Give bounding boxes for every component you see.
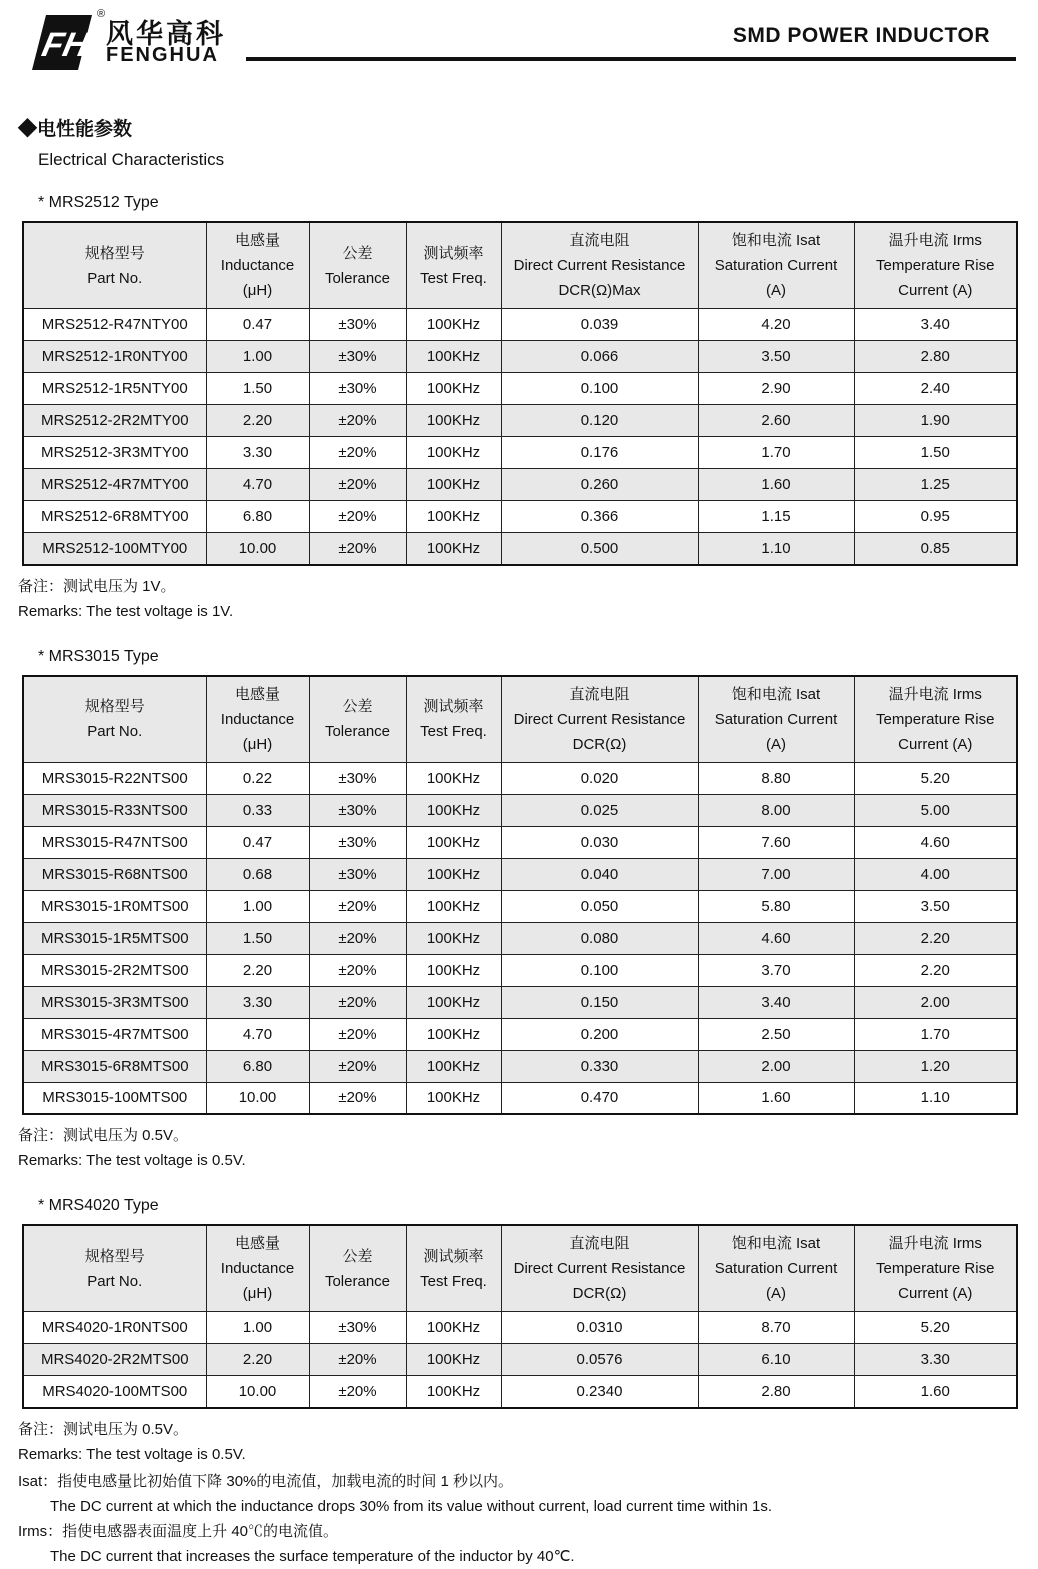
- table-cell: 0.330: [501, 1050, 698, 1082]
- table-cell: ±20%: [309, 1050, 406, 1082]
- mrs4020-spec-table: [22, 1224, 1018, 1409]
- section-heading-en: Electrical Characteristics: [38, 150, 225, 169]
- table-cell: 1.20: [854, 1050, 1017, 1082]
- table-cell: 8.80: [698, 762, 854, 794]
- table-cell: MRS2512-1R5NTY00: [23, 373, 206, 405]
- table-cell: 1.00: [206, 1312, 309, 1344]
- table-cell: 1.70: [854, 1018, 1017, 1050]
- table-section-mrs4020: [0, 1197, 1038, 1467]
- table-cell: 2.80: [854, 341, 1017, 373]
- table-cell: 1.60: [698, 1082, 854, 1114]
- table-cell: 0.0576: [501, 1344, 698, 1376]
- table-row: [23, 341, 1017, 373]
- table-row: [23, 437, 1017, 469]
- table-cell: MRS3015-R68NTS00: [23, 858, 206, 890]
- table-cell: 100KHz: [406, 373, 501, 405]
- table-cell: MRS4020-2R2MTS00: [23, 1344, 206, 1376]
- table-cell: ±30%: [309, 858, 406, 890]
- table-cell: 2.20: [206, 405, 309, 437]
- header-cell: 测试频率 Test Freq.: [406, 1225, 501, 1312]
- section-heading: [18, 114, 1038, 170]
- table-cell: 4.00: [854, 858, 1017, 890]
- footnote-line: Isat：指使电感量比初始值下降 30%的电流值，加载电流的时间 1 秒以内。: [18, 1472, 514, 1490]
- table-section-mrs3015: [0, 648, 1038, 1174]
- table-cell: 100KHz: [406, 1050, 501, 1082]
- table-row: [23, 986, 1017, 1018]
- table-remarks: [18, 1417, 1038, 1467]
- table-cell: 0.050: [501, 890, 698, 922]
- footnote-line: Irms：指使电感器表面温度上升 40℃的电流值。: [18, 1522, 339, 1540]
- table-remarks: [18, 574, 1038, 624]
- table-cell: MRS3015-100MTS00: [23, 1082, 206, 1114]
- table-row: [23, 309, 1017, 341]
- mrs2512-spec-table: [22, 221, 1018, 566]
- type-label: * MRS3015 Type: [38, 647, 159, 665]
- table-cell: ±30%: [309, 1312, 406, 1344]
- table-cell: 0.500: [501, 533, 698, 565]
- table-cell: 0.030: [501, 826, 698, 858]
- table-row: [23, 922, 1017, 954]
- table-cell: 0.22: [206, 762, 309, 794]
- table-cell: 0.040: [501, 858, 698, 890]
- table-cell: 0.85: [854, 533, 1017, 565]
- table-cell: 4.70: [206, 1018, 309, 1050]
- table-cell: ±30%: [309, 762, 406, 794]
- table-cell: 100KHz: [406, 762, 501, 794]
- table-cell: 1.15: [698, 501, 854, 533]
- table-cell: 0.0310: [501, 1312, 698, 1344]
- table-cell: MRS3015-3R3MTS00: [23, 986, 206, 1018]
- table-cell: 0.066: [501, 341, 698, 373]
- table-cell: 100KHz: [406, 501, 501, 533]
- table-row: [23, 1050, 1017, 1082]
- table-cell: 1.10: [698, 533, 854, 565]
- table-cell: 3.40: [698, 986, 854, 1018]
- table-cell: 0.68: [206, 858, 309, 890]
- header-cell: 规格型号 Part No.: [23, 222, 206, 309]
- table-cell: 0.200: [501, 1018, 698, 1050]
- header-cell: 测试频率 Test Freq.: [406, 676, 501, 763]
- table-cell: MRS3015-1R0MTS00: [23, 890, 206, 922]
- table-cell: 4.70: [206, 469, 309, 501]
- table-cell: 0.039: [501, 309, 698, 341]
- table-cell: 0.020: [501, 762, 698, 794]
- table-cell: MRS3015-R33NTS00: [23, 794, 206, 826]
- table-cell: ±30%: [309, 826, 406, 858]
- table-row: [23, 533, 1017, 565]
- remark-zh: 备注：测试电压为 0.5V。: [18, 1127, 189, 1144]
- table-cell: 1.10: [854, 1082, 1017, 1114]
- table-cell: 3.50: [698, 341, 854, 373]
- table-cell: 1.00: [206, 890, 309, 922]
- table-cell: 0.260: [501, 469, 698, 501]
- table-cell: ±20%: [309, 954, 406, 986]
- table-cell: 100KHz: [406, 858, 501, 890]
- table-cell: 0.100: [501, 954, 698, 986]
- table-cell: 2.20: [854, 922, 1017, 954]
- table-cell: 3.40: [854, 309, 1017, 341]
- table-cell: MRS3015-4R7MTS00: [23, 1018, 206, 1050]
- table-cell: 2.20: [206, 954, 309, 986]
- table-cell: ±20%: [309, 533, 406, 565]
- table-cell: 1.60: [698, 469, 854, 501]
- header-cell: 电感量 Inductance (μH): [206, 676, 309, 763]
- header-cell: 温升电流 Irms Temperature Rise Current (A): [854, 1225, 1017, 1312]
- table-cell: 0.95: [854, 501, 1017, 533]
- header-cell: 公差 Tolerance: [309, 1225, 406, 1312]
- table-cell: 6.80: [206, 501, 309, 533]
- table-cell: 2.80: [698, 1376, 854, 1408]
- table-remarks: [18, 1123, 1038, 1173]
- table-cell: 100KHz: [406, 1344, 501, 1376]
- table-cell: MRS3015-6R8MTS00: [23, 1050, 206, 1082]
- table-cell: 100KHz: [406, 986, 501, 1018]
- table-cell: 10.00: [206, 533, 309, 565]
- table-cell: 100KHz: [406, 469, 501, 501]
- table-cell: 6.10: [698, 1344, 854, 1376]
- table-row: [23, 858, 1017, 890]
- table-cell: ±20%: [309, 1018, 406, 1050]
- table-cell: ±20%: [309, 986, 406, 1018]
- table-cell: 0.33: [206, 794, 309, 826]
- table-cell: ±20%: [309, 922, 406, 954]
- table-cell: MRS2512-100MTY00: [23, 533, 206, 565]
- table-cell: 0.2340: [501, 1376, 698, 1408]
- table-cell: ±30%: [309, 794, 406, 826]
- header-cell: 公差 Tolerance: [309, 676, 406, 763]
- table-cell: 5.00: [854, 794, 1017, 826]
- table-cell: 8.00: [698, 794, 854, 826]
- logo-latin-name: FENGHUA: [106, 44, 219, 66]
- footnotes: [18, 1469, 1038, 1569]
- table-cell: 1.50: [206, 922, 309, 954]
- remark-en: Remarks: The test voltage is 0.5V.: [18, 1152, 246, 1169]
- table-cell: 100KHz: [406, 1082, 501, 1114]
- svg-text:FH: FH: [38, 26, 92, 64]
- header-cell: 温升电流 Irms Temperature Rise Current (A): [854, 676, 1017, 763]
- table-row: [23, 1344, 1017, 1376]
- table-cell: 5.20: [854, 1312, 1017, 1344]
- table-row: [23, 762, 1017, 794]
- document-title: SMD POWER INDUCTOR: [732, 24, 990, 47]
- table-cell: 2.20: [854, 954, 1017, 986]
- footnote-line: The DC current that increases the surface temperature of the inductor by 40℃.: [50, 1547, 575, 1565]
- table-cell: ±20%: [309, 437, 406, 469]
- table-cell: 7.00: [698, 858, 854, 890]
- table-cell: 4.60: [854, 826, 1017, 858]
- table-cell: 0.47: [206, 309, 309, 341]
- remark-en: Remarks: The test voltage is 0.5V.: [18, 1445, 246, 1463]
- table-cell: 3.30: [854, 1344, 1017, 1376]
- table-cell: 0.150: [501, 986, 698, 1018]
- table-cell: 100KHz: [406, 437, 501, 469]
- table-cell: 2.90: [698, 373, 854, 405]
- table-row: [23, 954, 1017, 986]
- table-cell: 3.50: [854, 890, 1017, 922]
- remark-zh: 备注：测试电压为 1V。: [18, 577, 176, 595]
- table-cell: 0.366: [501, 501, 698, 533]
- table-cell: MRS4020-100MTS00: [23, 1376, 206, 1408]
- table-cell: ±20%: [309, 1344, 406, 1376]
- table-cell: 1.90: [854, 405, 1017, 437]
- header-cell: 直流电阻 Direct Current Resistance DCR(Ω): [501, 1225, 698, 1312]
- table-cell: MRS2512-3R3MTY00: [23, 437, 206, 469]
- table-cell: 100KHz: [406, 1312, 501, 1344]
- table-cell: 3.30: [206, 986, 309, 1018]
- table-cell: 0.176: [501, 437, 698, 469]
- table-cell: 10.00: [206, 1376, 309, 1408]
- table-cell: 1.60: [854, 1376, 1017, 1408]
- header-cell: 直流电阻 Direct Current Resistance DCR(Ω)Max: [501, 222, 698, 309]
- table-cell: 7.60: [698, 826, 854, 858]
- table-cell: 0.120: [501, 405, 698, 437]
- table-cell: 100KHz: [406, 794, 501, 826]
- type-label: * MRS4020 Type: [38, 1197, 159, 1214]
- table-cell: 100KHz: [406, 826, 501, 858]
- table-cell: 1.25: [854, 469, 1017, 501]
- table-cell: 1.70: [698, 437, 854, 469]
- header-cell: 饱和电流 Isat Saturation Current (A): [698, 222, 854, 309]
- header-cell: 公差 Tolerance: [309, 222, 406, 309]
- table-row: [23, 1082, 1017, 1114]
- table-cell: 100KHz: [406, 533, 501, 565]
- registered-trademark-icon: ®: [97, 8, 106, 20]
- table-row: [23, 794, 1017, 826]
- table-row: [23, 826, 1017, 858]
- table-cell: 100KHz: [406, 922, 501, 954]
- remark-zh: 备注：测试电压为 0.5V。: [18, 1420, 189, 1438]
- table-cell: ±20%: [309, 1082, 406, 1114]
- table-cell: ±30%: [309, 309, 406, 341]
- header-cell: 饱和电流 Isat Saturation Current (A): [698, 1225, 854, 1312]
- table-row: [23, 1376, 1017, 1408]
- header-row: [23, 1225, 1017, 1312]
- table-cell: MRS2512-4R7MTY00: [23, 469, 206, 501]
- table-cell: 8.70: [698, 1312, 854, 1344]
- table-cell: MRS3015-1R5MTS00: [23, 922, 206, 954]
- table-cell: 2.40: [854, 373, 1017, 405]
- table-cell: 1.00: [206, 341, 309, 373]
- section-heading-zh: ◆电性能参数: [18, 119, 133, 140]
- logo-chinese-name: 风华高科: [106, 19, 226, 49]
- table-cell: 100KHz: [406, 1376, 501, 1408]
- table-row: [23, 405, 1017, 437]
- table-cell: ±20%: [309, 405, 406, 437]
- table-cell: ±20%: [309, 890, 406, 922]
- table-cell: ±20%: [309, 469, 406, 501]
- header-cell: 电感量 Inductance (μH): [206, 1225, 309, 1312]
- table-cell: MRS3015-2R2MTS00: [23, 954, 206, 986]
- table-row: [23, 373, 1017, 405]
- table-cell: MRS4020-1R0NTS00: [23, 1312, 206, 1344]
- table-cell: 3.70: [698, 954, 854, 986]
- table-cell: 0.100: [501, 373, 698, 405]
- table-cell: 100KHz: [406, 954, 501, 986]
- table-cell: ±20%: [309, 501, 406, 533]
- fenghua-logo-icon: [18, 12, 98, 72]
- table-cell: ±30%: [309, 341, 406, 373]
- table-cell: MRS2512-R47NTY00: [23, 309, 206, 341]
- table-cell: 10.00: [206, 1082, 309, 1114]
- table-cell: MRS3015-R47NTS00: [23, 826, 206, 858]
- header-cell: 电感量 Inductance (μH): [206, 222, 309, 309]
- header-row: [23, 222, 1017, 309]
- header-cell: 饱和电流 Isat Saturation Current (A): [698, 676, 854, 763]
- footnote-line: The DC current at which the inductance drops 30% from its value without current, load current time within 1s.: [50, 1497, 772, 1515]
- table-row: [23, 501, 1017, 533]
- table-cell: 1.50: [206, 373, 309, 405]
- remark-en: Remarks: The test voltage is 1V.: [18, 602, 234, 620]
- table-cell: 2.60: [698, 405, 854, 437]
- header-cell: 规格型号 Part No.: [23, 1225, 206, 1312]
- table-cell: ±30%: [309, 373, 406, 405]
- table-row: [23, 469, 1017, 501]
- table-cell: 5.80: [698, 890, 854, 922]
- table-cell: 6.80: [206, 1050, 309, 1082]
- table-cell: 100KHz: [406, 1018, 501, 1050]
- header-cell: 规格型号 Part No.: [23, 676, 206, 763]
- table-cell: MRS2512-1R0NTY00: [23, 341, 206, 373]
- table-row: [23, 1018, 1017, 1050]
- table-cell: 100KHz: [406, 341, 501, 373]
- table-cell: 0.470: [501, 1082, 698, 1114]
- table-cell: 5.20: [854, 762, 1017, 794]
- table-cell: 2.20: [206, 1344, 309, 1376]
- table-cell: 2.50: [698, 1018, 854, 1050]
- header-divider: [246, 57, 1016, 61]
- table-cell: MRS2512-6R8MTY00: [23, 501, 206, 533]
- table-row: [23, 1312, 1017, 1344]
- table-cell: 0.080: [501, 922, 698, 954]
- table-cell: 100KHz: [406, 890, 501, 922]
- mrs3015-spec-table: [22, 675, 1018, 1116]
- table-cell: 2.00: [698, 1050, 854, 1082]
- table-cell: 3.30: [206, 437, 309, 469]
- table-cell: 4.20: [698, 309, 854, 341]
- table-cell: 100KHz: [406, 405, 501, 437]
- table-cell: 4.60: [698, 922, 854, 954]
- table-cell: 1.50: [854, 437, 1017, 469]
- table-cell: 2.00: [854, 986, 1017, 1018]
- page-header: [0, 0, 1038, 86]
- header-cell: 测试频率 Test Freq.: [406, 222, 501, 309]
- table-cell: MRS2512-2R2MTY00: [23, 405, 206, 437]
- type-label: * MRS2512 Type: [38, 194, 159, 211]
- table-cell: 100KHz: [406, 309, 501, 341]
- header-row: [23, 676, 1017, 763]
- table-cell: ±20%: [309, 1376, 406, 1408]
- table-section-mrs2512: [0, 194, 1038, 624]
- header-cell: 温升电流 Irms Temperature Rise Current (A): [854, 222, 1017, 309]
- header-cell: 直流电阻 Direct Current Resistance DCR(Ω): [501, 676, 698, 763]
- table-cell: 0.47: [206, 826, 309, 858]
- table-cell: MRS3015-R22NTS00: [23, 762, 206, 794]
- table-cell: 0.025: [501, 794, 698, 826]
- table-row: [23, 890, 1017, 922]
